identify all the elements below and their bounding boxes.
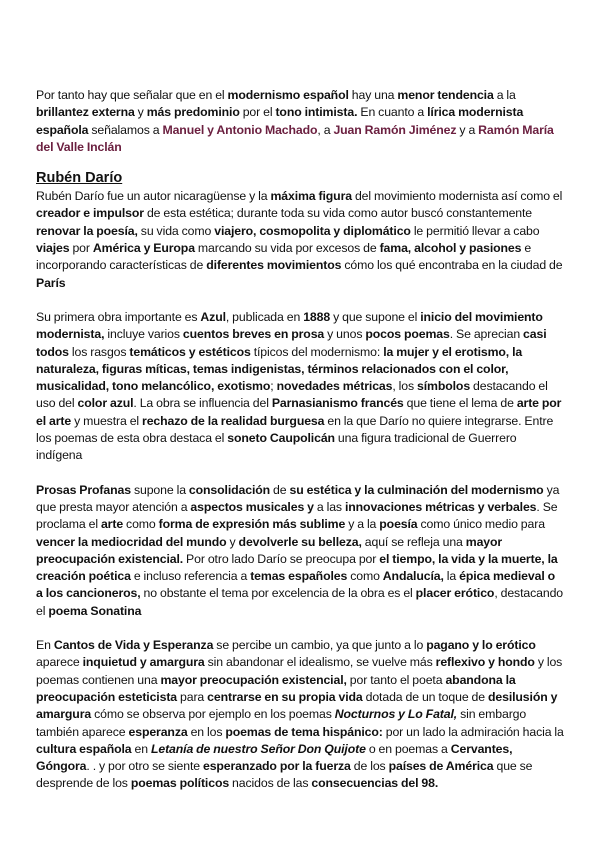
emphasis-bold: pocos poemas [365,327,450,342]
paragraph-intro: Por tanto hay que señalar que en el modernismo español hay una menor tendencia a la brillantez externa y más predominio por el tono intimista. En cuanto a lírica modernista española señalamos a Manuel y Antonio Machado, a Juan Ramón Jiménez y a Ramón María del Valle Inclán [36,88,554,154]
emphasis-bold: poemas políticos [130,776,230,791]
emphasis-bold: Cervantes, Góngora [36,741,513,774]
emphasis-bold: diferentes movimientos [206,258,342,273]
emphasis-bold: casi todos [36,327,547,359]
emphasis-bold: placer erótico [415,586,495,601]
emphasis-bold: Cantos de Vida y Esperanza [53,638,214,653]
emphasis-bold: Prosas Profanas [36,482,131,497]
emphasis-bold: devolverle su belleza, [238,534,362,549]
emphasis-bold: desilusión y amargura [36,689,558,722]
emphasis-bold: más predominio [146,105,240,120]
emphasis-bold: Parnasianismo francés [271,396,404,411]
paragraph-biography: Rubén Darío fue un autor nicaragüense y la máxima figura del movimiento modernista así como el creador e impulsor de esta estética; durante toda su vida como autor buscó constantemente renovar la poesía, su vida como viajero, cosmopolita y diplomático le permitió llevar a cabo viajes por América y Europa marcando su vida por excesos de fama, alcohol y pasiones e incorporando características de diferentes movimientos cómo los qué encontraba en la ciudad de París [36,189,563,290]
emphasis-bold: tono intimista. [275,105,358,120]
emphasis-bold: rechazo de la realidad burguesa [142,413,325,428]
emphasis-bold: temáticos y estéticos [129,344,251,359]
emphasis-bold: 1888 [303,309,331,324]
emphasis-bold: su estética y la culminación del modernismo [289,482,544,497]
emphasis-bold: poema Sonatina [48,603,142,618]
emphasis-bold: Azul [200,309,226,324]
emphasis-bold: innovaciones métricas y verbales [344,499,537,514]
emphasis-bold: consolidación [188,482,271,497]
paragraph-azul: Su primera obra importante es Azul, publicada en 1888 y que supone el inicio del movimiento modernista, incluye varios cuentos breves en prosa y unos pocos poemas. Se aprecian casi todos los rasgos temáticos y estéticos típicos del modernismo: la mujer y el erotismo, la naturaleza, figuras míticas, temas indigenistas, términos relacionados con el color, musicalidad, tono melancólico, exotismo; novedades métricas, los símbolos destacando el uso del color azul. La obra se influencia del Parnasianismo francés que tiene el lema de arte por el arte y muestra el rechazo de la realidad burguesa en la que Darío no quiere integrarse. Entre los poemas de esta obra destaca el soneto Caupolicán una figura tradicional de Guerrero indígena [36,309,562,463]
emphasis-bold: América y Europa [92,241,195,256]
emphasis-bold: arte [100,517,124,532]
emphasis-bold: poesía [379,517,418,532]
emphasis-bold: novedades métricas [276,379,393,394]
emphasis-bold: reflexivo y hondo [435,655,535,670]
emphasis-bold: viajero, cosmopolita y diplomático [214,223,411,238]
emphasis-bold: menor tendencia [397,88,494,102]
emphasis-bold: la mujer y el erotismo, la naturaleza, figuras míticas, temas indigenistas, términos relacionados con el color, musicalidad, tono melancólico, exotismo [36,344,523,394]
emphasis-bold: mayor preocupación existencial. [36,534,503,566]
emphasis-bold: renovar la poesía, [36,223,138,238]
emphasis-bold: lírica modernista española [36,105,524,137]
emphasis-bold: el tiempo, la vida y la muerte, la creación poética [36,551,558,584]
emphasis-bold: inicio del movimiento modernista, [36,309,543,342]
emphasis-bold: centrarse en su propia vida [207,689,363,704]
paragraph-cantos-de-vida: En Cantos de Vida y Esperanza se percibe un cambio, ya que junto a lo pagano y lo erótico aparece inquietud y amargura sin abandonar el idealismo, se vuelve más reflexivo y hondo y los poemas contienen una mayor preocupación existencial, por tanto el poeta abandona la preocupación esteticista para centrarse en su propia vida dotada de un toque de desilusión y amargura cómo se observa por ejemplo en los poemas Nocturnos y Lo Fatal, sin embargo también aparece esperanza en los poemas de tema hispánico: por un lado la admiración hacia la cultura española en Letanía de nuestro Señor Don Quijote o en poemas a Cervantes, Góngora. . y por otro se siente esperanzado por la fuerza de los países de América que se desprende de los poemas políticos nacidos de las consecuencias del 98. [36,638,564,791]
emphasis-bold: brillantez externa [36,105,135,120]
emphasis-bold: temas españoles [250,569,348,584]
emphasis-bold: esperanza [128,724,188,739]
emphasis-bold: modernismo español [227,88,349,102]
document-page [36,87,564,793]
emphasis-bold: arte por el arte [36,396,562,428]
emphasis-bold: máxima figura [270,189,352,204]
emphasis-bold: soneto Caupolicán [227,431,335,446]
emphasis-bold: poemas de tema hispánico: [225,724,383,739]
emphasis-bold: viajes [36,241,70,256]
emphasis-bold: fama, alcohol y pasiones [379,241,522,256]
emphasis-bold: mayor preocupación existencial, [160,672,347,687]
emphasis-bold: cultura española [36,741,132,756]
emphasis-italic: Nocturnos y Lo Fatal, [334,707,458,722]
emphasis-bold: países de América [388,759,494,774]
emphasis-bold: creador e impulsor [36,206,144,221]
emphasis-bold: pagano y lo erótico [426,638,536,653]
author-link[interactable]: Manuel y Antonio Machado [162,122,318,137]
emphasis-bold: aspectos musicales y [190,499,314,514]
emphasis-bold: abandona la preocupación esteticista [36,672,516,704]
emphasis-bold: Andalucía, [382,569,444,584]
emphasis-bold: símbolos [417,379,471,394]
emphasis-bold: forma de expresión más sublime [158,517,346,532]
emphasis-italic: Letanía de nuestro Señor Don Quijote [150,741,366,756]
emphasis-bold: color azul [77,396,134,411]
emphasis-bold: París [36,275,66,290]
author-link[interactable]: Ramón María del Valle Inclán [36,122,554,154]
emphasis-bold: épica medieval o a los cancioneros, [36,569,556,601]
emphasis-bold: vencer la mediocridad del mundo [36,534,227,549]
author-link[interactable]: Juan Ramón Jiménez [333,122,457,137]
paragraph-prosas-profanas: Prosas Profanas supone la consolidación de su estética y la culminación del modernismo ya que presta mayor atención a aspectos musicales y a las innovaciones métricas y verbales. Se proclama el arte como forma de expresión más sublime y a la poesía como único medio para vencer la mediocridad del mundo y devolverle su belleza, aquí se refleja una mayor preocupación existencial. Por otro lado Darío se preocupa por el tiempo, la vida y la muerte, la creación poética e incluso referencia a temas españoles como Andalucía, la épica medieval o a los cancioneros, no obstante el tema por excelencia de la obra es el placer erótico, destacando el poema Sonatina [36,482,564,618]
emphasis-bold: consecuencias del 98. [311,776,439,791]
emphasis-bold: inquietud y amargura [82,655,205,670]
emphasis-bold: esperanzado por la fuerza [202,759,351,774]
emphasis-bold: cuentos breves en prosa [182,327,325,342]
section-heading: Rubén Darío [36,170,123,187]
